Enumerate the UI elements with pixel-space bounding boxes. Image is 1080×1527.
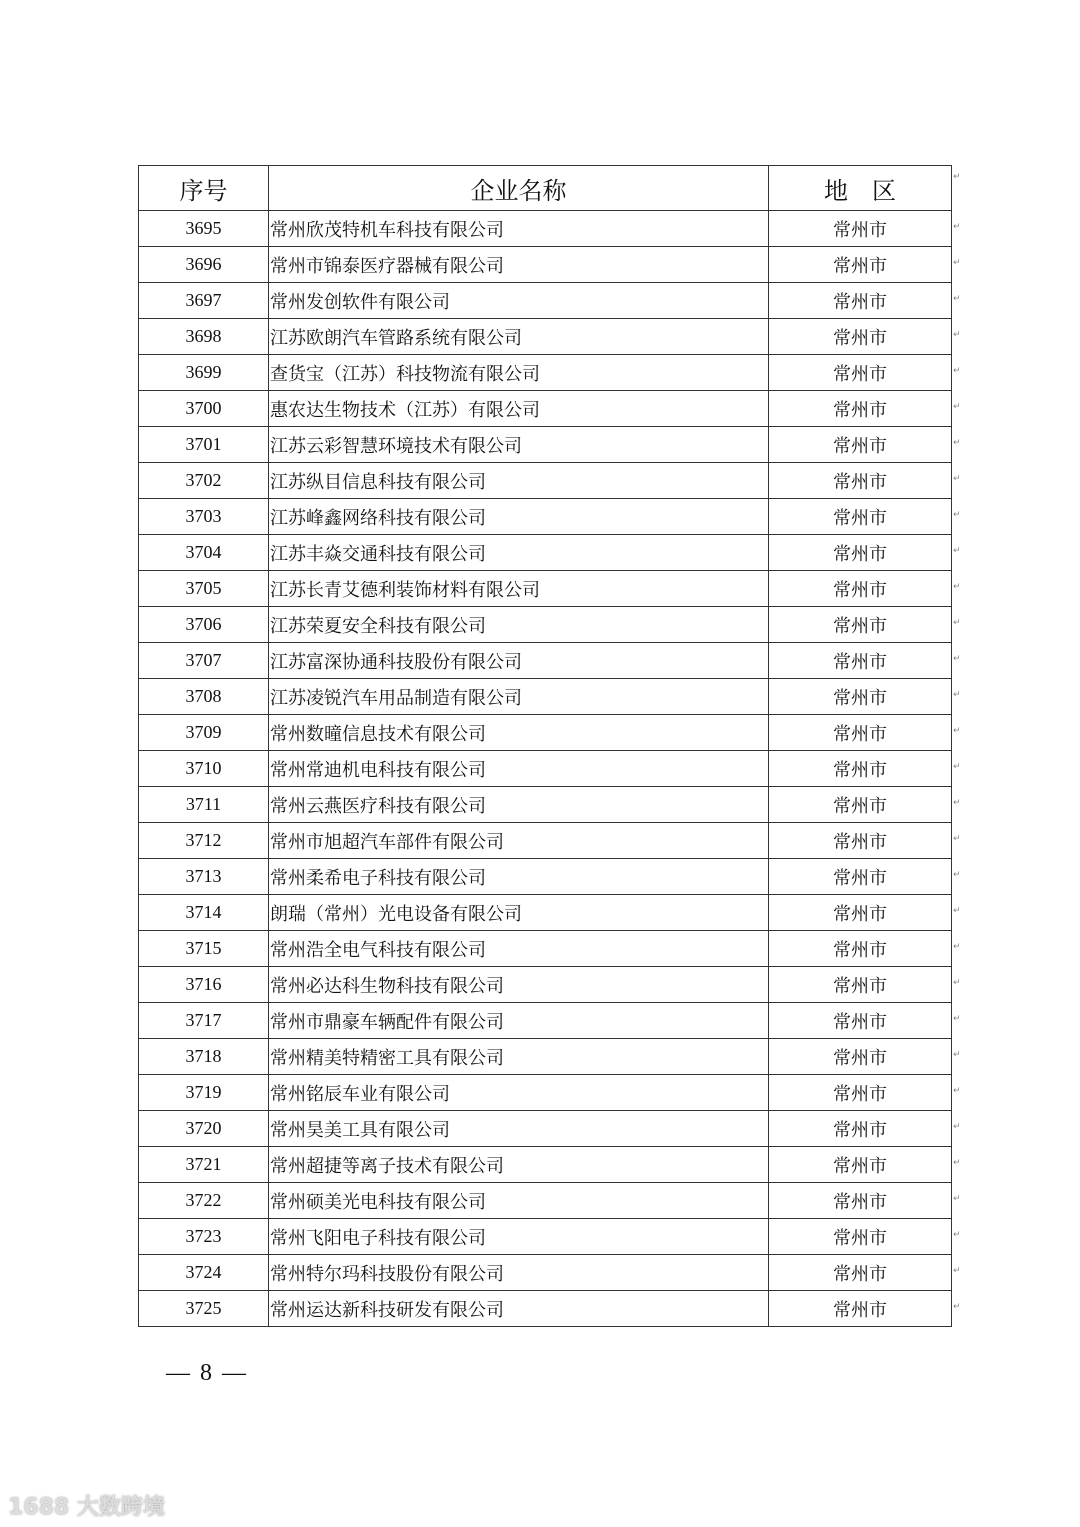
company-name: 常州精美特精密工具有限公司 xyxy=(269,1039,769,1075)
table-row xyxy=(139,427,952,463)
paragraph-mark-icon: ↵ xyxy=(953,294,961,304)
table-row xyxy=(139,463,952,499)
table-row xyxy=(139,715,952,751)
region: 常州市 xyxy=(769,1111,952,1147)
paragraph-mark-icon: ↵ xyxy=(953,906,961,916)
region: 常州市 xyxy=(769,607,952,643)
company-name: 常州市旭超汽车部件有限公司 xyxy=(269,823,769,859)
row-number: 3696 xyxy=(139,247,269,283)
table-row xyxy=(139,391,952,427)
row-number: 3721 xyxy=(139,1147,269,1183)
region: 常州市 xyxy=(769,967,952,1003)
row-number: 3705 xyxy=(139,571,269,607)
region: 常州市 xyxy=(769,463,952,499)
paragraph-mark-icon: ↵ xyxy=(953,474,961,484)
paragraph-mark-icon: ↵ xyxy=(953,510,961,520)
paragraph-mark-icon: ↵ xyxy=(953,798,961,808)
region: 常州市 xyxy=(769,1291,952,1327)
paragraph-mark-icon: ↵ xyxy=(953,1122,961,1132)
region: 常州市 xyxy=(769,211,952,247)
region: 常州市 xyxy=(769,715,952,751)
region: 常州市 xyxy=(769,1219,952,1255)
row-number: 3716 xyxy=(139,967,269,1003)
company-name: 查货宝（江苏）科技物流有限公司 xyxy=(269,355,769,391)
paragraph-mark-icon: ↵ xyxy=(953,1302,961,1312)
table-row xyxy=(139,535,952,571)
page-number: — 8 — xyxy=(166,1360,248,1386)
paragraph-mark-icon: ↵ xyxy=(953,654,961,664)
row-number: 3709 xyxy=(139,715,269,751)
table-row xyxy=(139,571,952,607)
row-number: 3695 xyxy=(139,211,269,247)
table-row xyxy=(139,1111,952,1147)
company-name: 常州运达新科技研发有限公司 xyxy=(269,1291,769,1327)
header-name: 企业名称 xyxy=(269,166,769,211)
table-row xyxy=(139,355,952,391)
enterprise-table xyxy=(138,165,952,1327)
company-name: 常州云燕医疗科技有限公司 xyxy=(269,787,769,823)
company-name: 常州市鼎豪车辆配件有限公司 xyxy=(269,1003,769,1039)
region: 常州市 xyxy=(769,283,952,319)
company-name: 江苏荣夏安全科技有限公司 xyxy=(269,607,769,643)
company-name: 常州发创软件有限公司 xyxy=(269,283,769,319)
region: 常州市 xyxy=(769,427,952,463)
row-number: 3698 xyxy=(139,319,269,355)
table-row xyxy=(139,751,952,787)
company-name: 江苏云彩智慧环境技术有限公司 xyxy=(269,427,769,463)
paragraph-mark-icon: ↵ xyxy=(953,1266,961,1276)
paragraph-mark-icon: ↵ xyxy=(953,834,961,844)
company-name: 常州欣茂特机车科技有限公司 xyxy=(269,211,769,247)
header-no: 序号 xyxy=(139,166,269,211)
table-row xyxy=(139,643,952,679)
company-name: 常州必达科生物科技有限公司 xyxy=(269,967,769,1003)
company-name: 常州数曈信息技术有限公司 xyxy=(269,715,769,751)
paragraph-mark-icon: ↵ xyxy=(953,618,961,628)
region: 常州市 xyxy=(769,355,952,391)
row-number: 3710 xyxy=(139,751,269,787)
region: 常州市 xyxy=(769,1147,952,1183)
paragraph-mark-icon: ↵ xyxy=(953,726,961,736)
table-body xyxy=(139,211,952,1327)
table-row xyxy=(139,607,952,643)
paragraph-mark-icon: ↵ xyxy=(953,870,961,880)
header-region: 地 区 xyxy=(769,166,952,211)
row-number: 3701 xyxy=(139,427,269,463)
row-number: 3713 xyxy=(139,859,269,895)
table-row xyxy=(139,1003,952,1039)
table-row xyxy=(139,1219,952,1255)
region: 常州市 xyxy=(769,679,952,715)
company-name: 江苏欧朗汽车管路系统有限公司 xyxy=(269,319,769,355)
table-row xyxy=(139,1255,952,1291)
row-number: 3706 xyxy=(139,607,269,643)
company-name: 常州硕美光电科技有限公司 xyxy=(269,1183,769,1219)
region: 常州市 xyxy=(769,319,952,355)
table-row xyxy=(139,679,952,715)
paragraph-mark-icon: ↵ xyxy=(953,366,961,376)
company-name: 朗瑞（常州）光电设备有限公司 xyxy=(269,895,769,931)
paragraph-mark-icon: ↵ xyxy=(953,1050,961,1060)
company-name: 常州超捷等离子技术有限公司 xyxy=(269,1147,769,1183)
company-name: 江苏凌锐汽车用品制造有限公司 xyxy=(269,679,769,715)
row-number: 3724 xyxy=(139,1255,269,1291)
paragraph-mark-icon: ↵ xyxy=(953,330,961,340)
row-number: 3712 xyxy=(139,823,269,859)
table-row xyxy=(139,967,952,1003)
watermark-logo: 1688 大数跨境 xyxy=(8,1495,165,1520)
company-name: 常州浩全电气科技有限公司 xyxy=(269,931,769,967)
paragraph-mark-icon: ↵ xyxy=(953,978,961,988)
region: 常州市 xyxy=(769,643,952,679)
table-row xyxy=(139,1039,952,1075)
paragraph-mark-icon: ↵ xyxy=(953,1194,961,1204)
region: 常州市 xyxy=(769,787,952,823)
region: 常州市 xyxy=(769,1003,952,1039)
table-row xyxy=(139,1291,952,1327)
row-number: 3719 xyxy=(139,1075,269,1111)
company-name: 江苏丰焱交通科技有限公司 xyxy=(269,535,769,571)
table-row xyxy=(139,1075,952,1111)
region: 常州市 xyxy=(769,751,952,787)
company-name: 常州柔希电子科技有限公司 xyxy=(269,859,769,895)
company-name: 惠农达生物技术（江苏）有限公司 xyxy=(269,391,769,427)
table-row xyxy=(139,931,952,967)
region: 常州市 xyxy=(769,859,952,895)
row-number: 3708 xyxy=(139,679,269,715)
paragraph-mark-icon: ↵ xyxy=(953,258,961,268)
table-row xyxy=(139,823,952,859)
row-number: 3697 xyxy=(139,283,269,319)
paragraph-mark-icon: ↵ xyxy=(953,690,961,700)
region: 常州市 xyxy=(769,499,952,535)
row-number: 3707 xyxy=(139,643,269,679)
table-row xyxy=(139,319,952,355)
row-number: 3718 xyxy=(139,1039,269,1075)
company-name: 江苏纵目信息科技有限公司 xyxy=(269,463,769,499)
company-name: 常州昊美工具有限公司 xyxy=(269,1111,769,1147)
region: 常州市 xyxy=(769,1039,952,1075)
row-number: 3720 xyxy=(139,1111,269,1147)
table-header-row xyxy=(139,166,952,211)
company-name: 江苏峰鑫网络科技有限公司 xyxy=(269,499,769,535)
row-number: 3711 xyxy=(139,787,269,823)
table-row xyxy=(139,859,952,895)
row-number: 3704 xyxy=(139,535,269,571)
paragraph-mark-icon: ↵ xyxy=(953,582,961,592)
table-row xyxy=(139,1147,952,1183)
paragraph-mark-icon: ↵ xyxy=(953,1086,961,1096)
region: 常州市 xyxy=(769,823,952,859)
region: 常州市 xyxy=(769,571,952,607)
company-name: 常州常迪机电科技有限公司 xyxy=(269,751,769,787)
company-name: 常州铭辰车业有限公司 xyxy=(269,1075,769,1111)
paragraph-mark-icon: ↵ xyxy=(953,402,961,412)
paragraph-mark-icon: ↵ xyxy=(953,172,961,182)
table-row xyxy=(139,787,952,823)
row-number: 3725 xyxy=(139,1291,269,1327)
region: 常州市 xyxy=(769,931,952,967)
region: 常州市 xyxy=(769,535,952,571)
paragraph-mark-icon: ↵ xyxy=(953,942,961,952)
region: 常州市 xyxy=(769,1255,952,1291)
row-number: 3717 xyxy=(139,1003,269,1039)
table-row xyxy=(139,895,952,931)
company-name: 常州市锦泰医疗器械有限公司 xyxy=(269,247,769,283)
region: 常州市 xyxy=(769,895,952,931)
table-row xyxy=(139,211,952,247)
row-number: 3723 xyxy=(139,1219,269,1255)
table-row xyxy=(139,283,952,319)
paragraph-mark-icon: ↵ xyxy=(953,438,961,448)
paragraph-mark-icon: ↵ xyxy=(953,762,961,772)
table-row xyxy=(139,247,952,283)
row-number: 3699 xyxy=(139,355,269,391)
company-name: 常州特尔玛科技股份有限公司 xyxy=(269,1255,769,1291)
paragraph-mark-icon: ↵ xyxy=(953,1158,961,1168)
company-name: 常州飞阳电子科技有限公司 xyxy=(269,1219,769,1255)
row-number: 3722 xyxy=(139,1183,269,1219)
table-row xyxy=(139,499,952,535)
paragraph-mark-icon: ↵ xyxy=(953,1230,961,1240)
company-name: 江苏长青艾德利装饰材料有限公司 xyxy=(269,571,769,607)
row-number: 3714 xyxy=(139,895,269,931)
company-name: 江苏富深协通科技股份有限公司 xyxy=(269,643,769,679)
table-row xyxy=(139,1183,952,1219)
region: 常州市 xyxy=(769,1183,952,1219)
paragraph-mark-icon: ↵ xyxy=(953,222,961,232)
region: 常州市 xyxy=(769,391,952,427)
row-number: 3700 xyxy=(139,391,269,427)
paragraph-mark-icon: ↵ xyxy=(953,1014,961,1024)
region: 常州市 xyxy=(769,247,952,283)
row-number: 3702 xyxy=(139,463,269,499)
region: 常州市 xyxy=(769,1075,952,1111)
paragraph-mark-icon: ↵ xyxy=(953,546,961,556)
row-number: 3703 xyxy=(139,499,269,535)
row-number: 3715 xyxy=(139,931,269,967)
